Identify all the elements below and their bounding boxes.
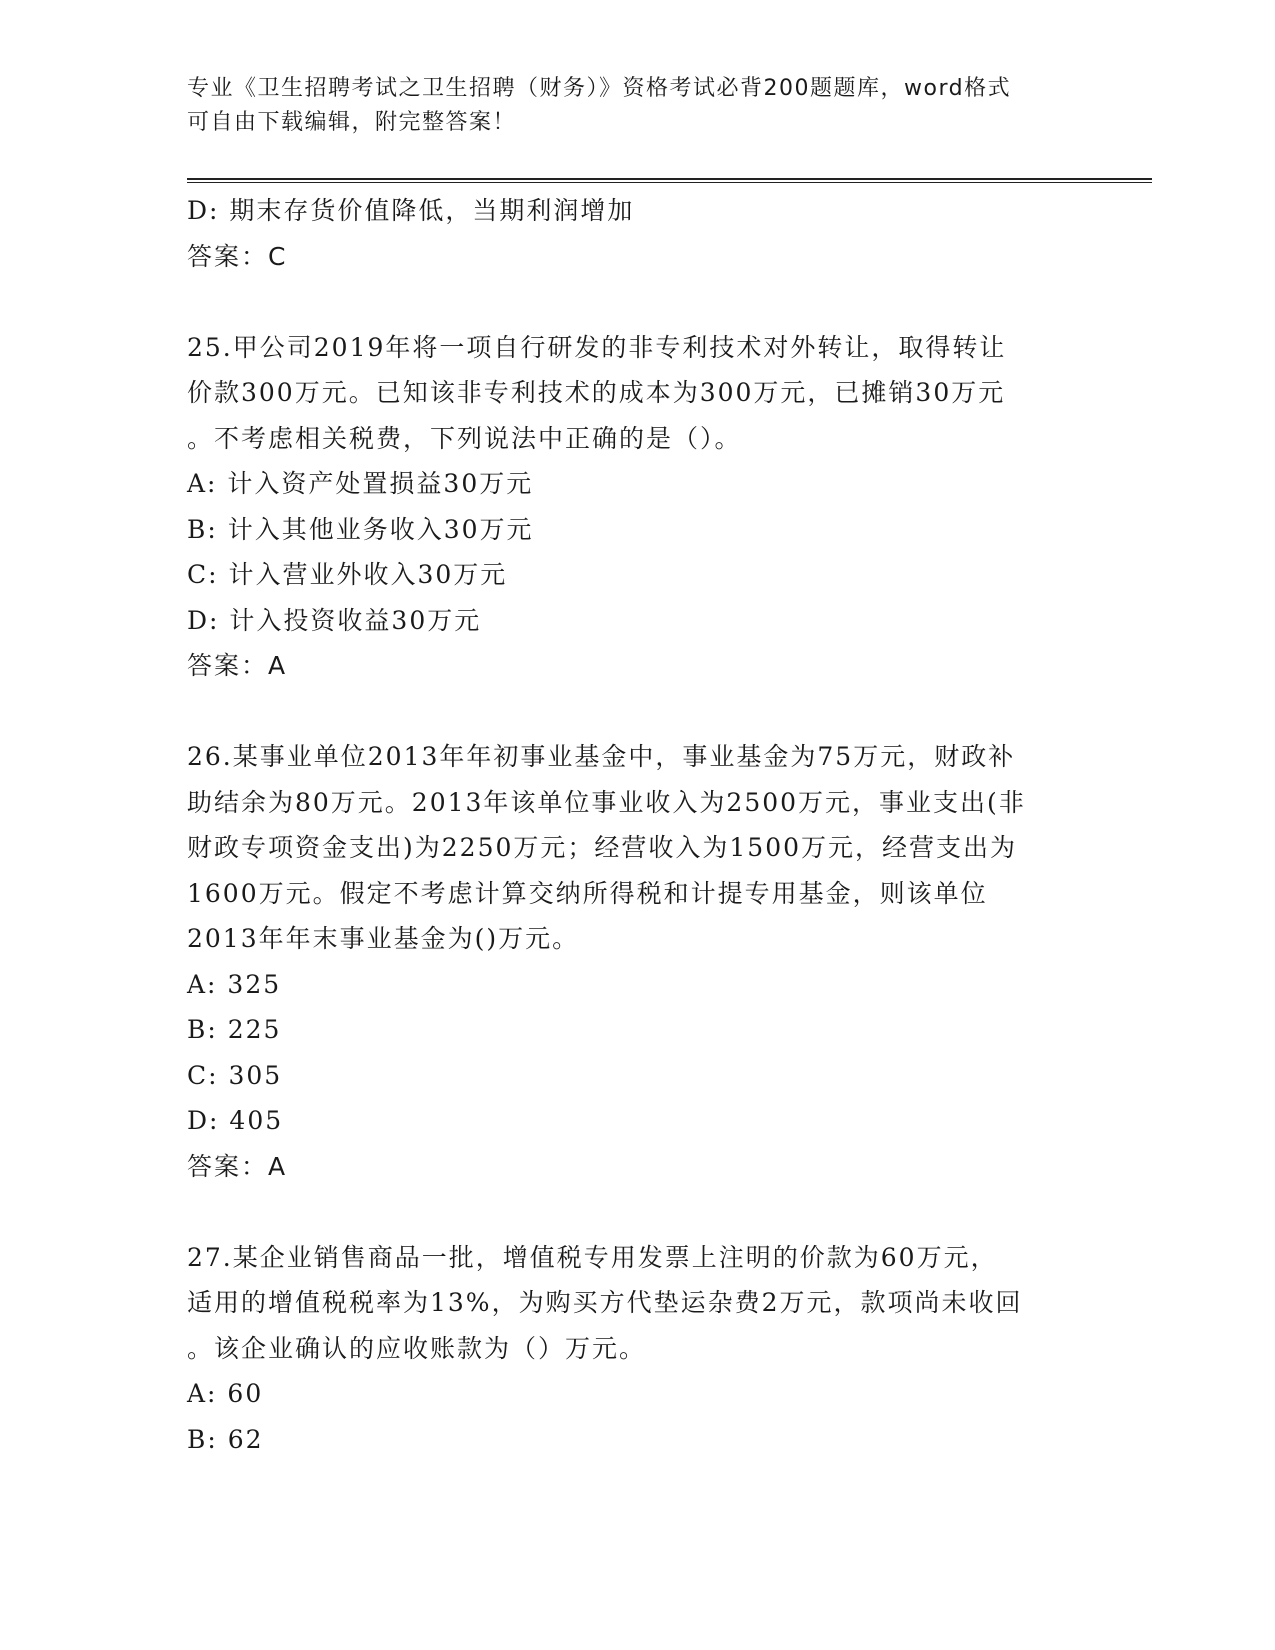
option-d: D: 计入投资收益30万元 xyxy=(187,605,482,635)
question-stem: 财政专项资金支出)为2250万元；经营收入为1500万元，经营支出为 xyxy=(187,833,1018,862)
option-a: A: 325 xyxy=(187,969,282,999)
option-a: A: 计入资产处置损益30万元 xyxy=(187,469,534,498)
document-header xyxy=(187,72,1067,140)
option-a: A: 60 xyxy=(187,1379,264,1408)
answer: 答案：A xyxy=(187,651,288,680)
option-c: C: 计入营业外收入30万元 xyxy=(187,560,508,589)
question-25 xyxy=(187,325,1107,689)
option-b: B: 计入其他业务收入30万元 xyxy=(187,514,534,544)
question-stem: 26.某事业单位2013年年初事业基金中，事业基金为75万元，财政补 xyxy=(187,742,1016,771)
question-stem: 适用的增值税税率为13%，为购买方代垫运杂费2万元，款项尚未收回 xyxy=(187,1288,1023,1317)
header-divider xyxy=(187,178,1152,183)
question-26 xyxy=(187,734,1107,1189)
question-stem: 27.某企业销售商品一批，增值税专用发票上注明的价款为60万元， xyxy=(187,1242,998,1272)
prev-answer: 答案：C xyxy=(187,241,288,271)
option-b: B: 225 xyxy=(187,1015,282,1044)
question-stem: 。不考虑相关税费，下列说法中正确的是（）。 xyxy=(187,423,742,453)
spacer xyxy=(187,279,1107,325)
question-stem: 2013年年末事业基金为()万元。 xyxy=(187,924,580,953)
question-stem: 1600万元。假定不考虑计算交纳所得税和计提专用基金，则该单位 xyxy=(187,878,988,908)
header-title-line-1: 专业《卫生招聘考试之卫生招聘（财务）》资格考试必背200题题库，word格式 xyxy=(187,76,1012,101)
spacer xyxy=(187,689,1107,735)
answer: 答案：A xyxy=(187,1151,288,1181)
option-d: D: 405 xyxy=(187,1106,284,1135)
question-stem: 助结余为80万元。2013年该单位事业收入为2500万元，事业支出(非 xyxy=(187,787,1026,817)
option-c: C: 305 xyxy=(187,1060,283,1090)
prev-option-d: D: 期末存货价值降低，当期利润增加 xyxy=(187,196,635,225)
document-body xyxy=(187,188,1107,1462)
question-stem: 价款300万元。已知该非专利技术的成本为300万元，已摊销30万元 xyxy=(187,378,1006,407)
question-27 xyxy=(187,1235,1107,1463)
question-stem: 。该企业确认的应收账款为（）万元。 xyxy=(187,1333,647,1363)
header-title-line-2: 可自由下载编辑，附完整答案！ xyxy=(187,110,517,135)
option-b: B: 62 xyxy=(187,1424,264,1454)
question-stem: 25.甲公司2019年将一项自行研发的非专利技术对外转让，取得转让 xyxy=(187,332,1007,362)
spacer xyxy=(187,1189,1107,1235)
